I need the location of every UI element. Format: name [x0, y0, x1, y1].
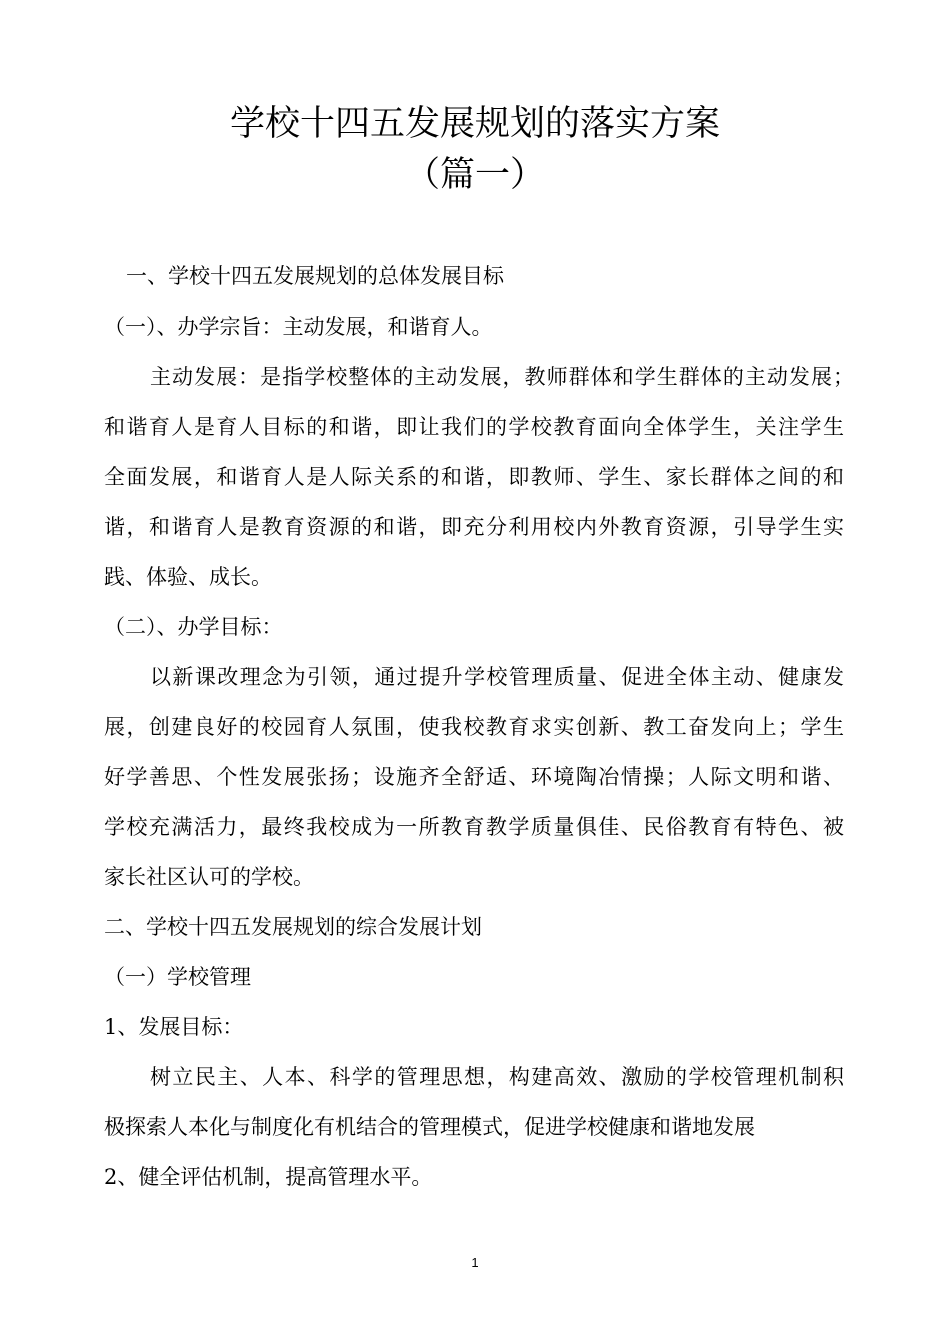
paragraph-line: 践、体验、成长。 — [104, 565, 272, 589]
paragraph-line: 极探索人本化与制度化有机结合的管理模式，促进学校健康和谐地发展 — [104, 1115, 755, 1139]
subsection-heading-1-2: （二）、办学目标： — [104, 615, 283, 639]
paragraph-line: 好学善思、个性发展张扬；设施齐全舒适、环境陶冶情操；人际文明和谐、 — [104, 765, 844, 789]
paragraph-line: 主动发展：是指学校整体的主动发展，教师群体和学生群体的主动发展； — [150, 365, 854, 389]
item-heading: 1、发展目标： — [104, 1015, 244, 1039]
paragraph-line: 展，创建良好的校园育人氛围，使我校教育求实创新、教工奋发向上；学生 — [104, 715, 844, 739]
paragraph-line: 家长社区认可的学校。 — [104, 865, 314, 889]
paragraph-line: 树立民主、人本、科学的管理思想，构建高效、激励的学校管理机制积 — [150, 1065, 844, 1089]
paragraph-line: 和谐育人是育人目标的和谐，即让我们的学校教育面向全体学生，关注学生 — [104, 415, 844, 439]
section-heading-1: 一、学校十四五发展规划的总体发展目标 — [126, 264, 504, 288]
subsection-heading-2-1: （一）学校管理 — [104, 965, 251, 989]
paragraph-line: 以新课改理念为引领，通过提升学校管理质量、促进全体主动、健康发 — [150, 665, 844, 689]
document-title: 学校十四五发展规划的落实方案 — [229, 104, 720, 144]
subsection-heading-1-1: （一）、办学宗旨：主动发展，和谐育人。 — [104, 315, 493, 339]
paragraph-line: 全面发展，和谐育人是人际关系的和谐，即教师、学生、家长群体之间的和 — [104, 465, 844, 489]
paragraph-line: 学校充满活力，最终我校成为一所教育教学质量俱佳、民俗教育有特色、被 — [104, 815, 844, 839]
paragraph-line: 谐，和谐育人是教育资源的和谐，即充分利用校内外教育资源，引导学生实 — [104, 515, 844, 539]
section-heading-2: 二、学校十四五发展规划的综合发展计划 — [104, 915, 482, 939]
page-number: 1 — [471, 1255, 479, 1270]
document-subtitle: （篇一） — [404, 155, 545, 195]
item-heading: 2、健全评估机制，提高管理水平。 — [104, 1165, 433, 1189]
